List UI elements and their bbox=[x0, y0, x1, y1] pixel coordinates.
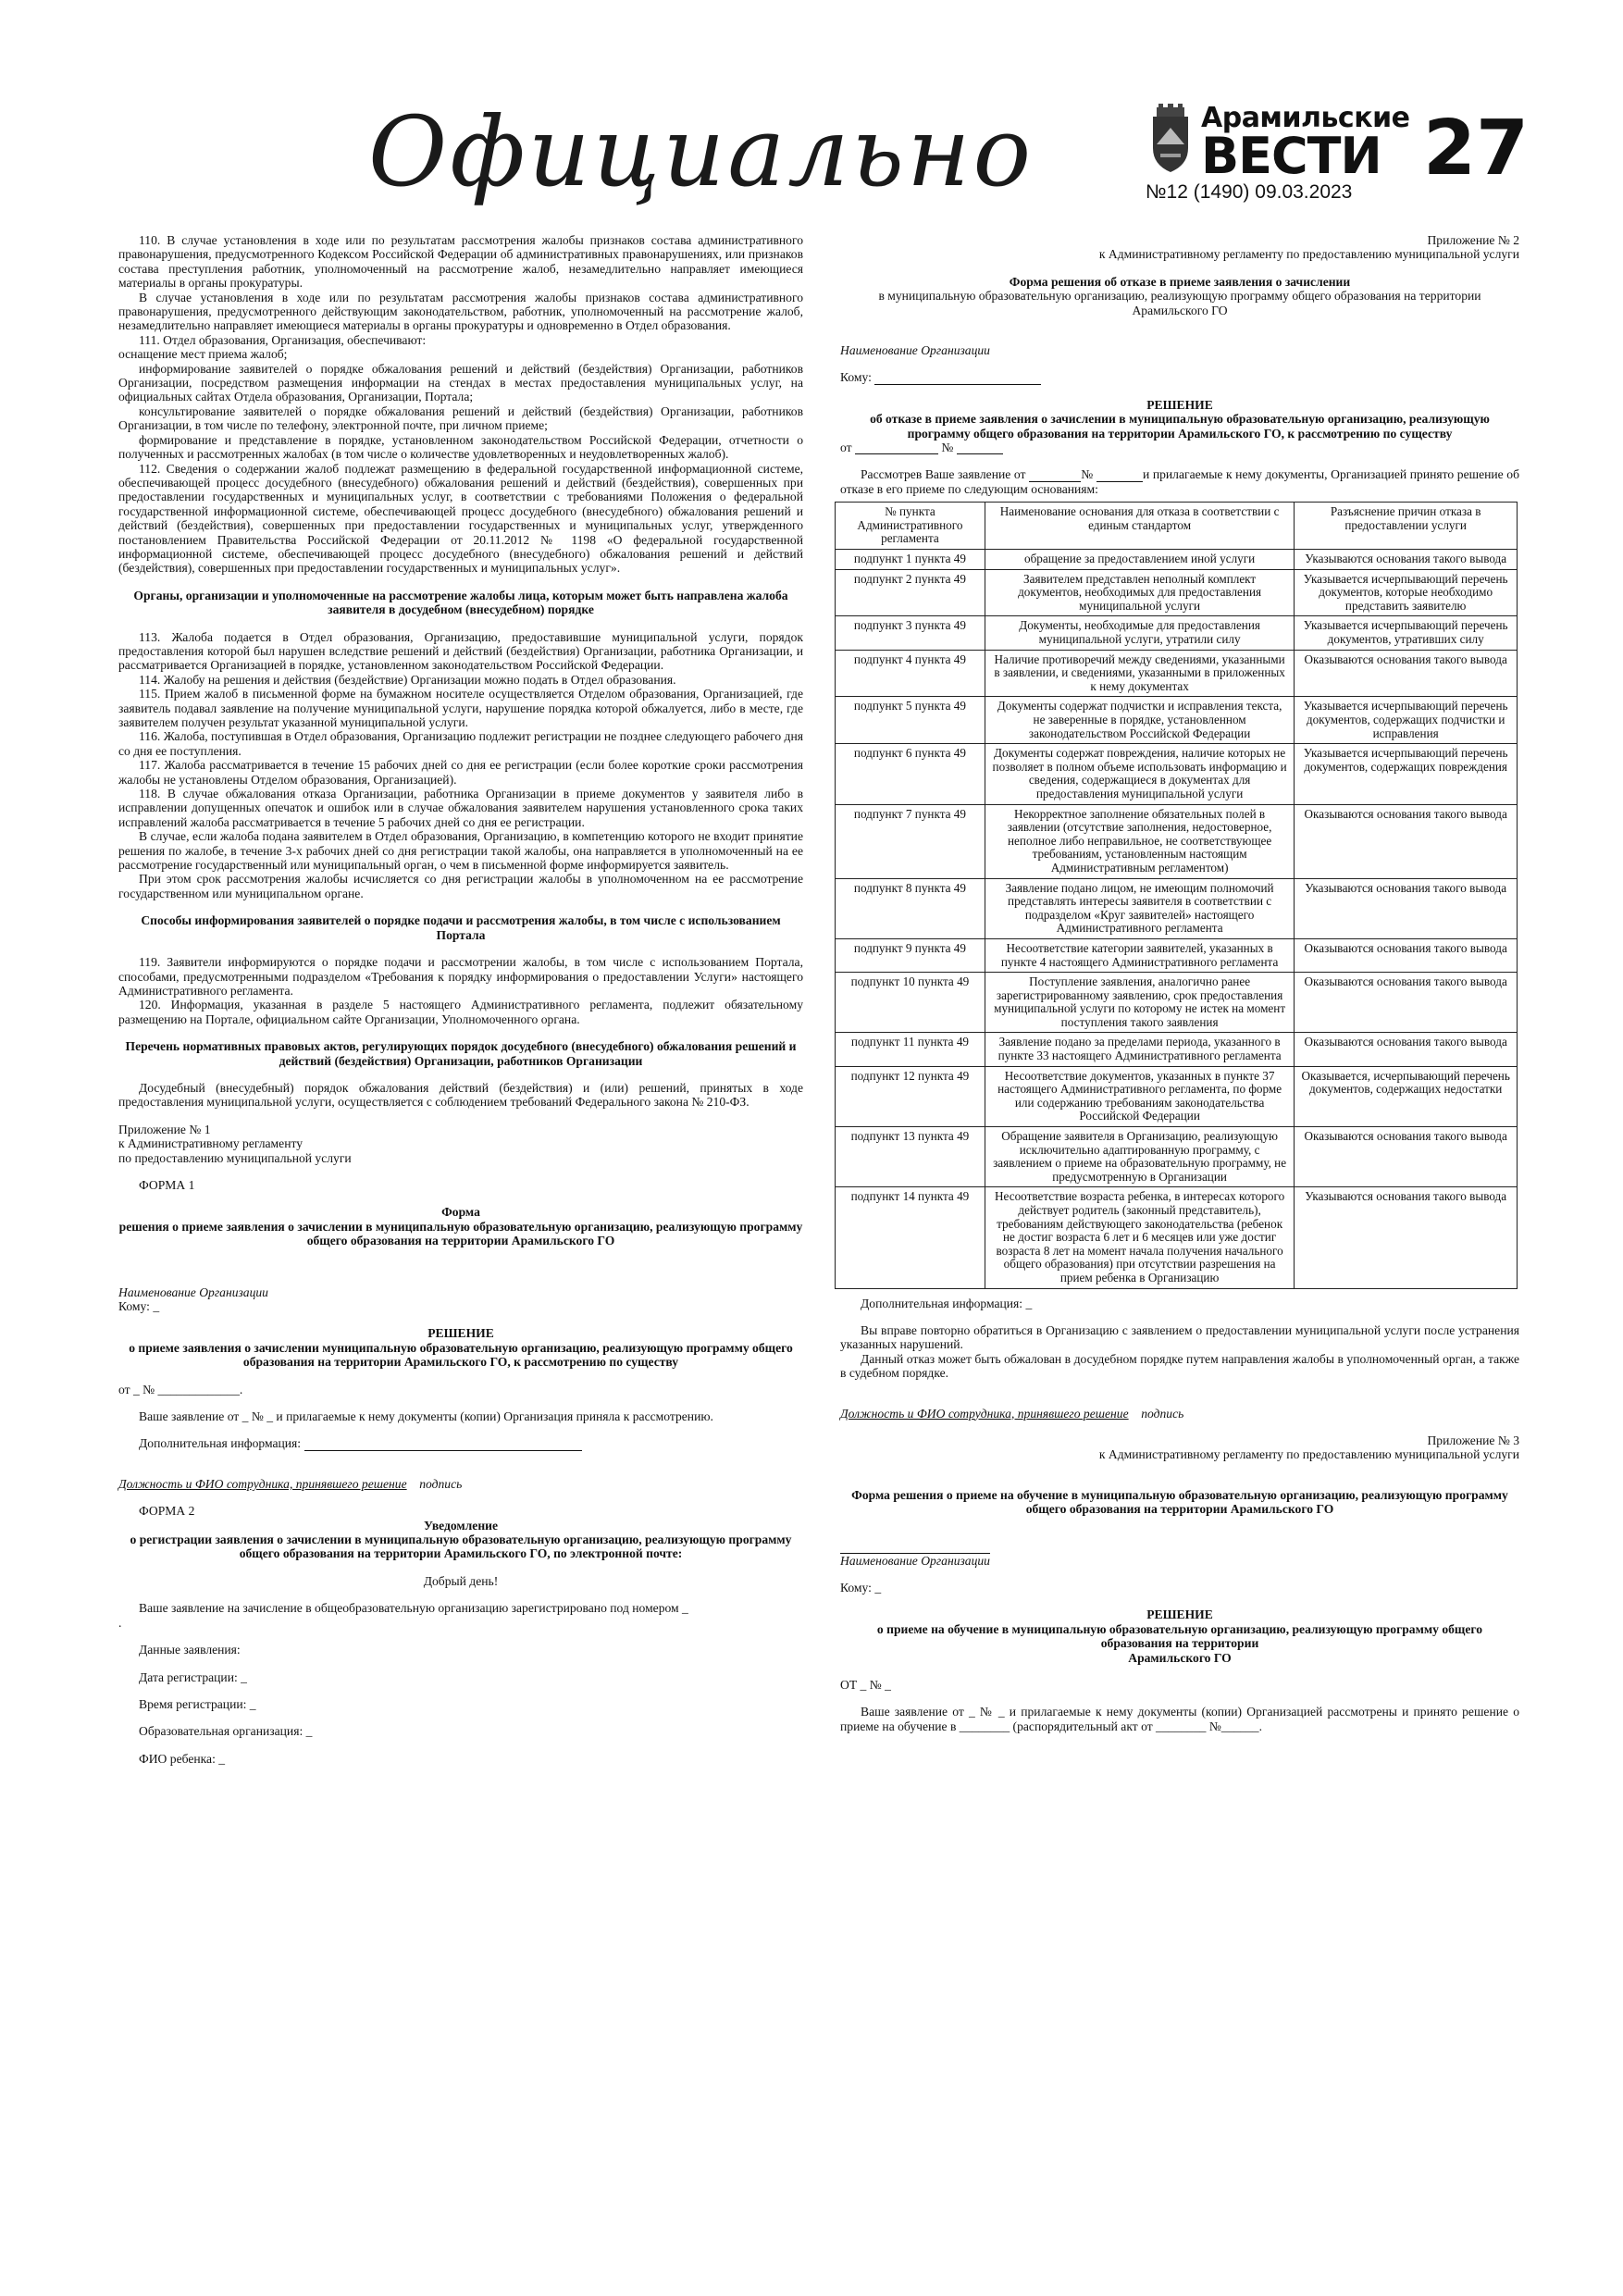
educational-org-field: Образовательная организация: _ bbox=[139, 1724, 313, 1739]
table-header-cell: Наименование основания для отказа в соответствии с единым стандартом bbox=[985, 503, 1294, 550]
appeal-text: Данный отказ может быть обжалован в досудебном порядке путем направления жалобы в уполномоченный орган, а также в судебном порядке. bbox=[840, 1351, 1519, 1381]
table-row bbox=[836, 616, 1518, 650]
table-row bbox=[836, 1127, 1518, 1187]
appendix-3-label: Приложение № 3 bbox=[1427, 1433, 1519, 1447]
heading-info-methods: Способы информирования заявителей о порядке подачи и рассмотрения жалобы, в том числе с использованием Портала bbox=[141, 913, 781, 942]
table-row bbox=[836, 938, 1518, 972]
table-cell: подпункт 7 пункта 49 bbox=[836, 804, 985, 878]
appendix-2-label: Приложение № 2 bbox=[1427, 233, 1519, 247]
heading-complaint-bodies: Органы, организации и уполномоченные на рассмотрение жалобы лица, которым может быть направлена жалоба заявителя в досудебном (внесудебном) порядке bbox=[133, 588, 788, 617]
table-cell: подпункт 3 пункта 49 bbox=[836, 616, 985, 650]
table-cell: Несоответствие категории заявителей, указанных в пункте 4 настоящего Административного регламента bbox=[985, 938, 1294, 972]
application-accepted-text: Ваше заявление от _ № _ и прилагаемые к нему документы (копии) Организация приняла к рассмотрению. bbox=[139, 1409, 713, 1424]
paragraph-117: 117. Жалоба рассматривается в течение 15 рабочих дней со дня ее регистрации (если более короткие сроки рассмотрения жалобы не установлены Отделом образования, Организацией). bbox=[118, 758, 803, 787]
table-row bbox=[836, 569, 1518, 616]
appendix-1-label: Приложение № 1 bbox=[118, 1122, 211, 1136]
paragraph-115: 115. Прием жалоб в письменной форме на бумажном носителе осуществляется Отделом образования, Организацией, где заявитель подавал заявление на получение муниципальной услуги, нарушение порядка которой обжалуется, либо в месте, где заявителем получен результат указанной муниципальной услуги. bbox=[118, 687, 803, 729]
notice-heading: Уведомление bbox=[423, 1518, 499, 1533]
paragraph-120: 120. Информация, указанная в разделе 5 настоящего Административного регламента, подлежит обязательному размещению на Портале, официальном сайте Организации, Уполномоченного органа. bbox=[118, 998, 803, 1026]
paragraph-118b: В случае, если жалоба подана заявителем в Отдел образования, Организацию, в компетенцию которого не входит принятие решения по жалобе, в течение 3-х рабочих дней со дня регистрации такой жалобы, она направляется в уполномоченный на ее рассмотрение государственный или муниципальный орган, о чем в письменной форме информируется заявитель. bbox=[118, 829, 803, 873]
table-cell: Оказываются основания такого вывода bbox=[1295, 1033, 1518, 1066]
form-2-title: Форма решения об отказе в приеме заявления о зачислении bbox=[1009, 274, 1351, 289]
table-cell: Оказывается, исчерпывающий перечень документов, содержащих недостатки bbox=[1295, 1066, 1518, 1126]
paragraph-111b: информирование заявителей о порядке обжалования решений и действий (бездействия) Организации, работников Организации, посредством размещения информации на стендах в местах предоставления муниципальных услуг, на официальных сайтах Отдела образования, Организации, Портала; bbox=[118, 361, 803, 404]
table-cell: подпункт 10 пункта 49 bbox=[836, 973, 985, 1033]
addressee-field: Кому: _ bbox=[840, 1581, 882, 1595]
table-cell: Указывается исчерпывающий перечень документов, содержащих подчистки и исправления bbox=[1295, 697, 1518, 744]
table-cell: подпункт 12 пункта 49 bbox=[836, 1066, 985, 1126]
table-row bbox=[836, 1033, 1518, 1066]
paragraph-118: 118. В случае обжалования отказа Организации, работника Организации в приеме документов у заявителя либо в исправлении допущенных опечаток и ошибок или в случае обжалования заявителем нарушения установленного срока таких исправлений жалоба рассматривается в течение 5 рабочих дней со дня ее регистрации. bbox=[118, 787, 803, 829]
refusal-reasons-table bbox=[835, 502, 1518, 1288]
paragraph-112: 112. Сведения о содержании жалоб подлежат размещению в федеральной государственной информационной системе, обеспечивающей процесс досудебного (внесудебного) обжалования решений и действий (бездействия), совершенных при предоставлении государственных и муниципальных услуг, в соответствии с требованиями Положения о федеральной государственной информационной системе, обеспечивающей процесс досудебного (внесудебного) обжалования решений и действий (бездействия), совершенных при предоставлении государственных и муниципальных услуг, утвержденного постановлением Правительства Российской Федерации от 20.11.2012 № 1198 «О федеральной государственной информационной системе, обеспечивающей процесс досудебного (внесудебного) обжалования решений и действий (бездействия), совершенных при предоставлении государственных и муниципальных услуг». bbox=[118, 461, 803, 576]
table-cell: подпункт 5 пункта 49 bbox=[836, 697, 985, 744]
greeting: Добрый день! bbox=[423, 1573, 499, 1588]
notice-text: о регистрации заявления о зачислении в муниципальную образовательную организацию, реализующую программу общего образования на территории Арамильского ГО, по электронной почте: bbox=[130, 1533, 792, 1561]
table-cell: Оказываются основания такого вывода bbox=[1295, 804, 1518, 878]
logo-text-top: Арамильские bbox=[1201, 102, 1410, 134]
additional-info-field: Дополнительная информация: _ bbox=[861, 1296, 1033, 1310]
organization-name-label: Наименование Организации bbox=[840, 343, 990, 358]
heading-legal-acts: Перечень нормативных правовых актов, регулирующих порядок досудебного (внесудебного) обжалования решений и действий (бездействия) Организации, работников Организации bbox=[125, 1039, 797, 1068]
table-row bbox=[836, 1066, 1518, 1126]
application-data-label: Данные заявления: bbox=[139, 1643, 241, 1657]
date-number-field: от № bbox=[840, 441, 1519, 454]
table-cell: Оказываются основания такого вывода bbox=[1295, 1127, 1518, 1187]
table-cell: Несоответствие документов, указанных в пункте 37 настоящего Административного регламента, по форме или содержанию требованиям законодательства Российской Федерации bbox=[985, 1066, 1294, 1126]
registration-date-field: Дата регистрации: _ bbox=[139, 1669, 247, 1684]
form-1-subtitle: решения о приеме заявления о зачислении в муниципальную образовательную организацию, реализующую программу общего образования на территории Арамильского ГО bbox=[118, 1219, 803, 1248]
newspaper-logo bbox=[1144, 102, 1410, 185]
section-title: Официально bbox=[368, 95, 1035, 208]
date-number-field: от _ № _____________. bbox=[118, 1382, 243, 1396]
table-cell: подпункт 4 пункта 49 bbox=[836, 650, 985, 697]
table-cell: Оказываются основания такого вывода bbox=[1295, 938, 1518, 972]
table-cell: Документы содержат повреждения, наличие которых не позволяет в полном объеме использовать информацию и сведения, содержащиеся в документах для предоставления муниципальной услуги bbox=[985, 744, 1294, 804]
paragraph-121: Досудебный (внесудебный) порядок обжалования действий (бездействия) и (или) решений, принятых в ходе предоставления муниципальной услуги, осуществляется с соблюдением требований Федерального закона № 210-ФЗ. bbox=[118, 1080, 803, 1110]
paragraph-116: 116. Жалоба, поступившая в Отдел образования, Организацию подлежит регистрации не позднее следующего рабочего дня со дня ее поступления. bbox=[118, 729, 803, 758]
table-cell: Оказываются основания такого вывода bbox=[1295, 973, 1518, 1033]
paragraph-113: 113. Жалоба подается в Отдел образования, Организацию, предоставившие муниципальной услуги, порядок предоставления которой был нарушен вследствие решений и действий (бездействия) Организации, работника Организации, и рассматривается Организацией в порядке, установленном законодательством Российской Федерации. bbox=[118, 629, 803, 673]
table-cell: Документы содержат подчистки и исправления текста, не заверенные в порядке, установленном законодательством Российской Федерации bbox=[985, 697, 1294, 744]
paragraph-110: 110. В случае установления в ходе или по результатам рассмотрения жалобы признаков состава административного правонарушения, предусмотренного Кодексом Российской Федерации об административных правонарушениях, или признаков состава преступления работник, уполномоченный на рассмотрение жалоб, незамедлительно направляет имеющиеся материалы в органы прокуратуры. bbox=[118, 233, 803, 291]
paragraph-111c: консультирование заявителей о порядке обжалования решений и действий (бездействия) Организации, работников Организации, в том числе по телефону, электронной почте, при личном приеме; bbox=[118, 403, 803, 433]
paragraph-111: 111. Отдел образования, Организация, обеспечивают: bbox=[139, 332, 427, 347]
paragraph-110b: В случае установления в ходе или по результатам рассмотрения жалобы признаков состава административного правонарушения, предусмотренного действующим законодательством, работник, уполномоченный на рассмотрение жалоб, незамедлительно направляет имеющиеся материалы в органы прокуратуры и одновременно в Отдел образования. bbox=[118, 290, 803, 333]
table-cell: Заявление подано лицом, не имеющим полномочий представлять интересы заявителя в соответствии с подразделом «Круг заявителей» настоящего Административного регламента bbox=[985, 878, 1294, 938]
table-cell: Указывается исчерпывающий перечень документов, которые необходимо представить заявителю bbox=[1295, 569, 1518, 616]
table-cell: подпункт 1 пункта 49 bbox=[836, 550, 985, 570]
table-row bbox=[836, 1187, 1518, 1288]
date-number-field: ОТ _ № _ bbox=[840, 1678, 891, 1693]
table-row bbox=[836, 973, 1518, 1033]
logo-text-bottom: ВЕСТИ bbox=[1201, 127, 1381, 185]
table-cell: Заявление подано за пределами периода, указанного в пункте 33 настоящего Административного регламента bbox=[985, 1033, 1294, 1066]
appendix-1-service: по предоставлению муниципальной услуги bbox=[118, 1150, 352, 1165]
table-cell: Указывается исчерпывающий перечень документов, утративших силу bbox=[1295, 616, 1518, 650]
table-cell: Оказываются основания такого вывода bbox=[1295, 650, 1518, 697]
appendix-3-regulation: к Административному регламенту по предоставлению муниципальной услуги bbox=[1098, 1447, 1519, 1462]
left-column bbox=[118, 233, 803, 1766]
additional-info-field: Дополнительная информация: bbox=[118, 1436, 803, 1450]
paragraph-119: 119. Заявители информируются о порядке подачи и рассмотрении жалобы, в том числе с использованием Портала, способами, предусмотренными подразделом «Требования к порядку информирования о предоставлении Услуги» настоящего Административного регламента. bbox=[118, 955, 803, 998]
table-cell: Наличие противоречий между сведениями, указанными в заявлении, и сведениями, указанными в приложенных к нему документах bbox=[985, 650, 1294, 697]
reapply-text: Вы вправе повторно обратиться в Организацию с заявлением о предоставлении муниципальной услуги после устранения указанных нарушений. bbox=[840, 1322, 1519, 1352]
admission-decision-text: Ваше заявление от _ № _ и прилагаемые к нему документы (копии) Организацией рассмотрены и принято решение о приеме на обучение в ________ (распорядительный акт от ________ №______. bbox=[840, 1705, 1519, 1733]
decision-3-territory: Арамильского ГО bbox=[1128, 1650, 1232, 1665]
addressee-field: Кому: _ bbox=[118, 1299, 160, 1313]
child-name-field: ФИО ребенка: _ bbox=[139, 1751, 226, 1766]
table-row bbox=[836, 804, 1518, 878]
decision-1-text: о приеме заявления о зачислении муниципальную образовательную организацию, реализующую программу общего образования на территории Арамильского ГО, к рассмотрению по существу bbox=[129, 1340, 793, 1370]
table-cell: Заявителем представлен неполный комплект документов, необходимых для предоставления муниципальной услуги bbox=[985, 569, 1294, 616]
dot: . bbox=[118, 1615, 122, 1630]
table-row bbox=[836, 878, 1518, 938]
form-1-label: ФОРМА 1 bbox=[139, 1177, 195, 1192]
table-cell: Указываются основания такого вывода bbox=[1295, 1187, 1518, 1288]
page-number: 27 bbox=[1423, 105, 1530, 192]
table-cell: Поступление заявления, аналогично ранее зарегистрированному заявлению, срок предоставления муниципальной услуги по которому не истек на момент поступления такого заявления bbox=[985, 973, 1294, 1033]
appendix-2-regulation: к Административному регламенту по предоставлению муниципальной услуги bbox=[1098, 247, 1519, 262]
registered-text: Ваше заявление на зачисление в общеобразовательную организацию зарегистрировано под номером _ bbox=[139, 1601, 688, 1616]
registration-time-field: Время регистрации: _ bbox=[139, 1696, 256, 1711]
table-row bbox=[836, 650, 1518, 697]
form-2-label: ФОРМА 2 bbox=[139, 1504, 195, 1519]
table-cell: подпункт 2 пункта 49 bbox=[836, 569, 985, 616]
signature-line: Должность и ФИО сотрудника, принявшего решение подпись bbox=[118, 1476, 463, 1491]
table-cell: Обращение заявителя в Организацию, реализующую исключительно адаптированную программу, с заявлением о приеме на образовательную программу, не предусмотренную в Организации bbox=[985, 1127, 1294, 1187]
reviewed-text: Рассмотрев Ваше заявление от № и прилагаемые к нему документы, Организацией принято решение об отказе в его приеме по следующим основаниям: bbox=[840, 467, 1519, 496]
form-2-subtitle: в муниципальную образовательную организацию, реализующую программу общего образования на территории Арамильского ГО bbox=[878, 289, 1481, 317]
form-3-title: Форма решения о приеме на обучение в муниципальную образовательную организацию, реализующую программу общего образования на территории Арамильского ГО bbox=[851, 1487, 1508, 1517]
decision-2-text: об отказе в приеме заявления о зачислении в муниципальную образовательную организацию, реализующую программу общего образования на территории Арамильского ГО, к рассмотрению по существу bbox=[870, 412, 1490, 441]
decision-3-text: о приеме на обучение в муниципальную образовательную организацию, реализующую программу общего образования на территории bbox=[876, 1621, 1483, 1651]
table-cell: обращение за предоставлением иной услуги bbox=[985, 550, 1294, 570]
table-row bbox=[836, 744, 1518, 804]
form-1-title: Форма bbox=[441, 1205, 480, 1220]
right-column bbox=[840, 233, 1519, 1733]
table-header-cell: № пункта Административного регламента bbox=[836, 503, 985, 550]
table-cell: подпункт 13 пункта 49 bbox=[836, 1127, 985, 1187]
signature-line: Должность и ФИО сотрудника, принявшего решение подпись bbox=[840, 1406, 1184, 1421]
paragraph-114: 114. Жалобу на решения и действия (бездействие) Организации можно подать в Отдел образования. bbox=[139, 672, 676, 687]
organization-name-label: Наименование Организации bbox=[118, 1285, 268, 1299]
table-cell: Несоответствие возраста ребенка, в интересах которого действует родитель (законный представитель), требованиям действующего законодательства (ребенок не достиг возраста 6 лет и 6 месяцев или уже достиг возраста 8 лет на момент начала получения начального общего образования) при отсутствии разрешения на прием ребенка в Организацию bbox=[985, 1187, 1294, 1288]
decision-heading: РЕШЕНИЕ bbox=[427, 1326, 494, 1341]
paragraph-111d: формирование и представление в порядке, установленном законодательством Российской Федерации, отчетности о полученных и рассмотренных жалобах (в том числе о количестве удовлетворенных и неудовлетворенных жалоб). bbox=[118, 432, 803, 462]
decision-heading: РЕШЕНИЕ bbox=[1146, 397, 1213, 412]
paragraph-111a: оснащение мест приема жалоб; bbox=[118, 347, 288, 362]
issue-info: №12 (1490) 09.03.2023 bbox=[1146, 181, 1353, 203]
table-header-row bbox=[836, 503, 1518, 550]
addressee-field: Кому: bbox=[840, 370, 1519, 384]
table-cell: Указываются основания такого вывода bbox=[1295, 550, 1518, 570]
table-row bbox=[836, 550, 1518, 570]
table-cell: подпункт 6 пункта 49 bbox=[836, 744, 985, 804]
table-cell: Документы, необходимые для предоставления муниципальной услуги, утратили силу bbox=[985, 616, 1294, 650]
table-cell: подпункт 8 пункта 49 bbox=[836, 878, 985, 938]
table-cell: подпункт 11 пункта 49 bbox=[836, 1033, 985, 1066]
appendix-1-regulation: к Административному регламенту bbox=[118, 1136, 304, 1151]
table-header-cell: Разъяснение причин отказа в предоставлении услуги bbox=[1295, 503, 1518, 550]
table-row bbox=[836, 697, 1518, 744]
table-cell: подпункт 14 пункта 49 bbox=[836, 1187, 985, 1288]
organization-name-label: Наименование Организации bbox=[840, 1553, 990, 1568]
table-cell: подпункт 9 пункта 49 bbox=[836, 938, 985, 972]
coat-of-arms-icon bbox=[1144, 104, 1197, 176]
paragraph-118c: При этом срок рассмотрения жалобы исчисляется со дня регистрации жалобы в уполномоченном на ее рассмотрение государственном или муниципальном органе. bbox=[118, 872, 803, 900]
table-cell: Указывается исчерпывающий перечень документов, содержащих повреждения bbox=[1295, 744, 1518, 804]
decision-heading: РЕШЕНИЕ bbox=[1146, 1607, 1213, 1622]
table-cell: Некорректное заполнение обязательных полей в заявлении (отсутствие заполнения, недостоверное, неполное либо неправильное, не соответствующее требованиям, установленным настоящим Административным регламентом) bbox=[985, 804, 1294, 878]
table-cell: Указываются основания такого вывода bbox=[1295, 878, 1518, 938]
